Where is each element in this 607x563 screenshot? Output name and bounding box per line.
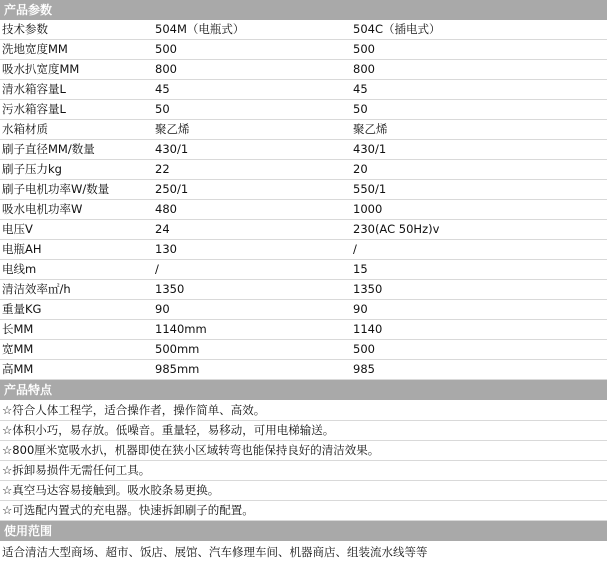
param-value-504m: 130	[153, 240, 351, 260]
param-row	[0, 60, 607, 80]
param-value-504m: /	[153, 260, 351, 280]
param-label: 刷子直径MM/数量	[0, 140, 153, 160]
param-value-504c: 20	[351, 160, 607, 180]
param-value-504c: 15	[351, 260, 607, 280]
param-value-504c: 230(AC 50Hz)v	[351, 220, 607, 240]
param-value-504c: 聚乙烯	[351, 120, 607, 140]
usage-section-header: 使用范围	[0, 521, 607, 541]
param-row	[0, 300, 607, 320]
param-label: 清水箱容量L	[0, 80, 153, 100]
param-label: 技术参数	[0, 20, 153, 40]
param-value-504m: 45	[153, 80, 351, 100]
features-section-header: 产品特点	[0, 380, 607, 400]
feature-item: ☆可选配内置式的充电器。快速拆卸刷子的配置。	[0, 501, 607, 521]
param-row	[0, 100, 607, 120]
param-value-504m: 500mm	[153, 340, 351, 360]
param-value-504c: /	[351, 240, 607, 260]
param-row	[0, 180, 607, 200]
param-label: 吸水扒宽度MM	[0, 60, 153, 80]
param-value-504m: 250/1	[153, 180, 351, 200]
param-value-504c: 1350	[351, 280, 607, 300]
param-row	[0, 120, 607, 140]
param-value-504c: 1140	[351, 320, 607, 340]
param-value-504m: 50	[153, 100, 351, 120]
param-value-504m: 430/1	[153, 140, 351, 160]
param-value-504c: 90	[351, 300, 607, 320]
param-value-504c: 430/1	[351, 140, 607, 160]
param-row	[0, 200, 607, 220]
param-value-504m: 90	[153, 300, 351, 320]
param-label: 清洁效率㎡/h	[0, 280, 153, 300]
param-value-504m: 985mm	[153, 360, 351, 380]
param-value-504c: 50	[351, 100, 607, 120]
param-value-504c: 1000	[351, 200, 607, 220]
param-label: 刷子压力kg	[0, 160, 153, 180]
param-value-504m: 480	[153, 200, 351, 220]
feature-item: ☆800厘米宽吸水扒，机器即使在狭小区域转弯也能保持良好的清洁效果。	[0, 441, 607, 461]
param-row	[0, 320, 607, 340]
param-label: 污水箱容量L	[0, 100, 153, 120]
param-value-504c: 800	[351, 60, 607, 80]
param-value-504m: 聚乙烯	[153, 120, 351, 140]
param-row	[0, 160, 607, 180]
param-value-504c: 45	[351, 80, 607, 100]
params-section-header: 产品参数	[0, 0, 607, 20]
params-table	[0, 20, 607, 380]
params-table-body	[0, 20, 607, 380]
param-value-504m: 500	[153, 40, 351, 60]
feature-item: ☆体积小巧，易存放。低噪音。重量轻，易移动，可用电梯输送。	[0, 421, 607, 441]
param-label: 吸水电机功率W	[0, 200, 153, 220]
param-row	[0, 140, 607, 160]
param-value-504c: 500	[351, 340, 607, 360]
param-label: 电压V	[0, 220, 153, 240]
param-row	[0, 360, 607, 380]
features-list	[0, 400, 607, 521]
usage-text: 适合清洁大型商场、超市、饭店、展馆、汽车修理车间、机器商店、组装流水线等等	[2, 545, 428, 559]
param-label: 高MM	[0, 360, 153, 380]
feature-item: ☆真空马达容易接触到。吸水胶条易更换。	[0, 481, 607, 501]
param-row	[0, 280, 607, 300]
param-label: 长MM	[0, 320, 153, 340]
param-value-504m: 504M（电瓶式）	[153, 20, 351, 40]
param-value-504m: 1350	[153, 280, 351, 300]
param-value-504c: 504C（插电式）	[351, 20, 607, 40]
param-label: 洗地宽度MM	[0, 40, 153, 60]
param-value-504c: 500	[351, 40, 607, 60]
param-label: 刷子电机功率W/数量	[0, 180, 153, 200]
param-row	[0, 20, 607, 40]
feature-item: ☆符合人体工程学，适合操作者，操作简单、高效。	[0, 401, 607, 421]
param-label: 水箱材质	[0, 120, 153, 140]
param-row	[0, 40, 607, 60]
param-row	[0, 340, 607, 360]
param-row	[0, 260, 607, 280]
param-label: 宽MM	[0, 340, 153, 360]
param-label: 电线m	[0, 260, 153, 280]
param-value-504c: 550/1	[351, 180, 607, 200]
param-value-504m: 1140mm	[153, 320, 351, 340]
param-value-504c: 985	[351, 360, 607, 380]
param-row	[0, 80, 607, 100]
feature-item: ☆拆卸易损件无需任何工具。	[0, 461, 607, 481]
param-row	[0, 240, 607, 260]
param-value-504m: 22	[153, 160, 351, 180]
param-label: 重量KG	[0, 300, 153, 320]
param-label: 电瓶AH	[0, 240, 153, 260]
param-value-504m: 24	[153, 220, 351, 240]
param-value-504m: 800	[153, 60, 351, 80]
param-row	[0, 220, 607, 240]
